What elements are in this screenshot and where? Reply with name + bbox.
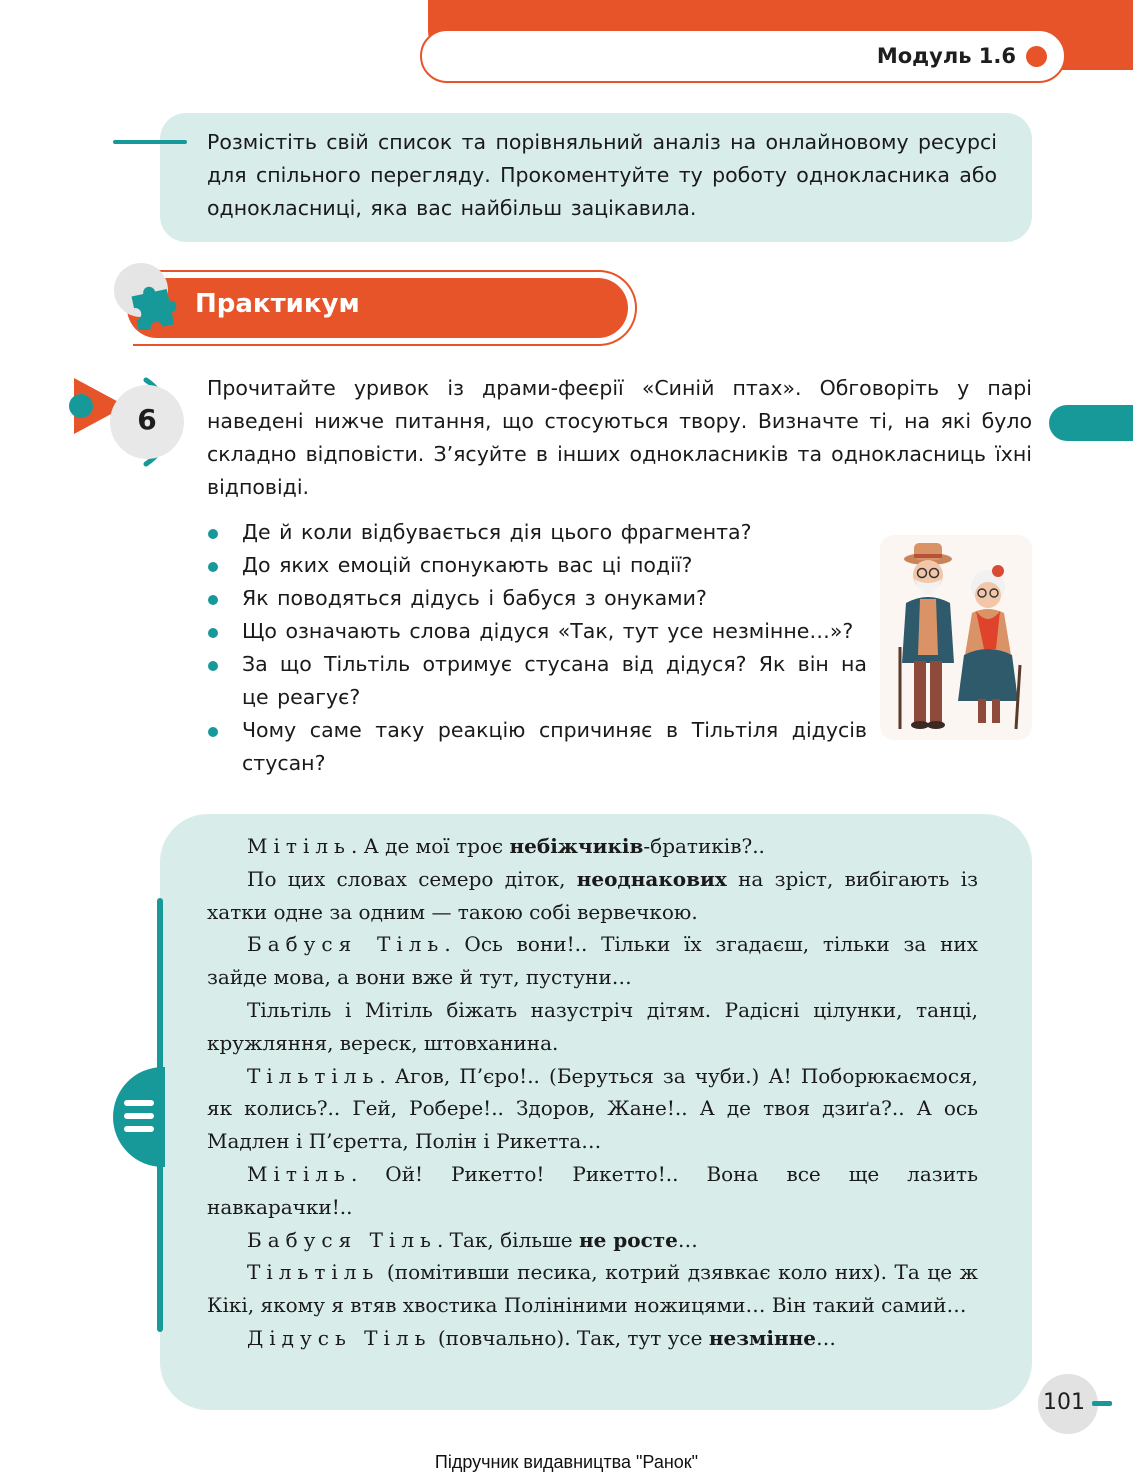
puzzle-icon [126,278,182,330]
question-text: Де й коли відбувається дія цього фрагмента? [242,520,752,544]
menu-icon-line [124,1126,154,1132]
speaker: Тільтіль [247,1260,380,1285]
question-text: Як поводяться дідусь і бабуся з онуками? [242,586,707,610]
task-number: 6 [137,403,157,436]
elders-illustration [880,535,1032,740]
question-text: За що Тільтіль отримує стусана від дідуся? Як він на це реагує? [242,652,867,709]
emphasis: небіжчиків [509,834,644,858]
bullet-icon [208,661,218,671]
side-tab [1049,405,1133,441]
excerpt-paragraph: Тільтіль. Агов, П’єро!.. (Беруться за чуби.) А! Поборюкаємося, як колись?.. Гей, Робере!.. Здоров, Жане!.. А де твоя дзиґа?.. А ось Мадлен і П’єретта, Полін і Рикетта… [207,1063,978,1154]
excerpt-paragraph: По цих словах семеро діток, неоднакових на зріст, вибігають із хатки одне за одним — такою собі вервечкою. [207,866,978,924]
practicum-title: Практикум [195,289,360,319]
menu-icon-line [124,1100,154,1106]
speaker: Бабуся Тіль [247,932,445,957]
excerpt-paragraph: Бабуся Тіль. Так, більше не росте… [247,1227,698,1252]
list-item [207,582,867,615]
module-label: Модуль 1.6 [876,44,1016,68]
question-text: До яких емоцій спонукають вас ці події? [242,553,693,577]
question-list [207,516,867,780]
task-text: Прочитайте уривок із драми-феєрії «Синій птах». Обговоріть у парі наведені нижче питання, що стосуються твору. Визначте ті, на які було складно відповісти. З’ясуйте в інших однокласників та однокласниць їхні відповіді. [207,376,1032,499]
excerpt-paragraph: Тільтіль (помітивши песика, котрий дзявкає коло них). Та це ж Кікі, якому я втяв хвостика Полініними ножицями… Він такий самий… [207,1260,978,1318]
speaker: Тільтіль [247,1063,380,1088]
list-item [207,549,867,582]
list-item [207,615,867,648]
speaker: Бабуся Тіль [247,1227,437,1252]
page-number: 101 [1043,1390,1085,1415]
module-dot [1026,46,1047,67]
speaker: Мітіль [247,834,351,858]
excerpt-paragraph: Тільтіль і Мітіль біжать назустріч дітям. Радісні цілунки, танці, кружляння, вереск, штовханина. [207,997,978,1055]
bullet-icon [208,595,218,605]
bullet-icon [208,529,218,539]
intro-marker [113,140,187,144]
intro-text: Розмістіть свій список та порівняльний аналіз на онлайновому ресурсі для спільного перегляду. Прокоментуйте ту роботу однокласника або однокласниці, яка вас найбільш зацікавила. [207,130,997,220]
menu-icon-line [124,1113,154,1119]
bullet-icon [208,727,218,737]
excerpt-text [207,830,978,1355]
emphasis: незмінне [708,1325,816,1350]
bullet-icon [208,628,218,638]
list-item [207,516,867,549]
emphasis: неоднакових [576,866,727,891]
page-number-dash [1092,1401,1112,1406]
question-text: Що означають слова дідуся «Так, тут усе незмінне…»? [242,619,854,643]
excerpt-paragraph: Мітіль. Ой! Рикетто! Рикетто!.. Вона все ще лазить навкарачки!.. [207,1161,978,1219]
list-item [207,648,867,714]
excerpt-paragraph: Дідусь Тіль (повчально). Так, тут усе незмінне… [247,1325,836,1350]
list-item [207,714,867,780]
excerpt-paragraph: Бабуся Тіль. Ось вони!.. Тільки їх згадаєш, тільки за них зайде мова, а вони вже й тут, пустуни… [207,932,979,990]
bullet-icon [208,562,218,572]
question-text: Чому саме таку реакцію спричиняє в Тільтіля дідусів стусан? [242,718,867,775]
speaker: Дідусь Тіль [247,1325,432,1350]
emphasis: не росте [578,1227,678,1252]
excerpt-paragraph: Мітіль. А де мої троє небіжчиків-братиків?.. [247,834,765,858]
footer-publisher: Підручник видавництва "Ранок" [434,1452,699,1472]
speaker: Мітіль [247,1161,351,1186]
